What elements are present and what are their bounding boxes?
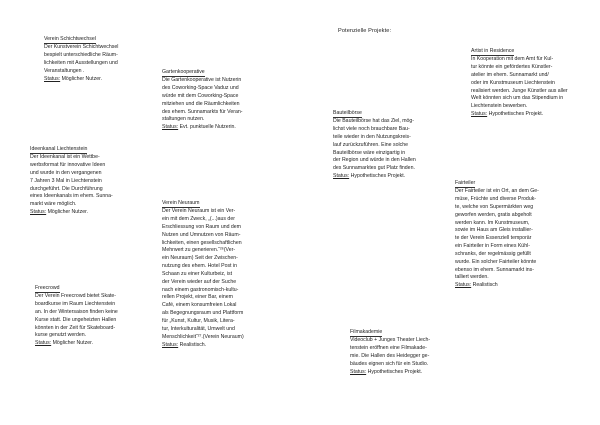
text-line: lauf zurückzuführen. Eine solche [333, 141, 408, 148]
text-line: wurde. Ein solcher Fairteiler könnte [455, 258, 537, 265]
text-line: müse, Früchte und diverse Produk- [455, 196, 537, 203]
status-line [162, 124, 282, 132]
text-line: Veranstaltungen . [44, 67, 85, 74]
status-label: Status: [455, 282, 472, 289]
text-line: In Kooperation mit dem Amt für Kul- [471, 56, 554, 63]
text-line: ebenso im ehem. Sunnamarkt ins- [455, 266, 535, 273]
text-line: Der Fairteiler ist ein Ort, an dem Ge- [455, 188, 539, 195]
text-line: oder im Kunstmuseum Liechtenstein [471, 79, 555, 86]
text-line: Der Kunstverein Schichtwechsel [44, 44, 119, 51]
text-line: realisiert werden. Junge Künstler aus aller [471, 87, 568, 94]
status-line [30, 209, 150, 217]
project-title: Freecrowd [35, 285, 60, 293]
text-line: ein Neuraum) Seit der Zwischen- [162, 255, 238, 262]
status-value: Evt. punktuelle Nutzerin. [178, 124, 236, 131]
text-line: Die Gartenkooperative ist Nutzerin [162, 77, 242, 84]
text-line: und wurde in den vergangenen [30, 169, 102, 176]
text-line: des Sunnamarktes gut Platz finden. [333, 165, 415, 172]
text-line: lichkeiten mit Ausstellungen und [44, 59, 118, 66]
project-ideenkanal [30, 146, 150, 217]
text-line: Erschliessung von Raum und dem [162, 223, 242, 230]
project-verein-schichtwechsel [44, 36, 164, 83]
text-line: Welt könnten sich um das Stipendium in [471, 95, 564, 102]
project-artist-in-residence [471, 48, 591, 119]
project-title: Fairteiler [455, 180, 475, 188]
project-filmakademie [350, 329, 470, 376]
project-title: Artist in Residence [471, 48, 514, 56]
status-line [333, 173, 453, 181]
text-line: lichkeiten, einen gesellschaftlichen [162, 239, 242, 246]
status-value: Hypothetisches Projekt. [487, 111, 544, 118]
text-line: Der Ideenkanal ist ein Wettbe- [30, 154, 100, 161]
text-line: talliert werden. [455, 274, 489, 281]
text-line: tur könnte ein gefördertes Künstler- [471, 64, 553, 71]
text-line: atelier im ehem. Sunnamarkt und/ [471, 71, 549, 78]
text-line: Nutzen und Umnutzen von Räum- [162, 231, 241, 238]
text-line: tenstein eröffnen eine Filmakade- [350, 345, 427, 352]
project-title: Ideenkanal Liechtenstein [30, 146, 87, 154]
status-line [471, 111, 591, 119]
text-line: lichst viele noch brauchbare Bau- [333, 126, 410, 133]
text-line: bäudes eignen sich für ein Studio. [350, 360, 429, 367]
text-line: der Verein wieder auf der Suche [162, 278, 237, 285]
status-value: Hypothetisches Projekt. [349, 173, 406, 180]
text-line: kurse genutzt werden. [35, 332, 87, 339]
status-line [44, 76, 164, 84]
text-line: 7 Jahren 3 Mal in Liechtenstein [30, 177, 102, 184]
text-line: des Coworking-Space Vaduz und [162, 85, 239, 92]
text-line: Der Verein Neuraum ist ein Ver- [162, 208, 236, 215]
project-freecrowd [35, 285, 155, 348]
text-line: Kurse statt. Die ungeheizten Hallen [35, 316, 117, 323]
text-line: staltungen nutzen. [162, 116, 205, 123]
status-line [350, 369, 470, 377]
text-line: Liechtenstein bewerben. [471, 103, 528, 110]
text-line: geworfen werden, gratis abgeholt [455, 211, 532, 218]
text-line: nach einem gastronomisch-kultu- [162, 286, 239, 293]
project-title: Filmakademie [350, 329, 382, 337]
text-line: Bauteilbörse wäre einzigartig in [333, 149, 406, 156]
text-line: als Begegnungsraum und Plattform [162, 310, 244, 317]
status-value: Möglicher Nutzer. [46, 209, 88, 216]
text-line: an. In der Wintersaison finden keine [35, 308, 118, 315]
project-fairteiler [455, 180, 575, 290]
text-line: Die Bauteilbörse hat das Ziel, mög- [333, 118, 415, 125]
text-line: Menschlichkeit“²⁷.(Verein Neuraum) [162, 333, 244, 340]
text-line: rellen Projekt, einer Bar, einem [162, 294, 233, 301]
text-line: ein mit dem Zweck, „(...)aus der [162, 216, 235, 223]
text-line: Der Verein Freecrowd bietet Skate- [35, 293, 117, 300]
text-line: mie. Die Hallen des Heidegger ge- [350, 352, 430, 359]
text-line: sowie im Haus am Gleis installier- [455, 227, 533, 234]
text-line: schranks, der regelmässig gefüllt [455, 250, 531, 257]
status-value: Realistisch [471, 282, 498, 289]
status-line [35, 340, 155, 348]
status-line [455, 282, 575, 290]
text-line: nutzung des ehem. Hotel Post in [162, 263, 237, 270]
text-line: werden kann. Im Kunstmuseum, [455, 219, 530, 226]
text-line: würde mit dem Coworking-Space [162, 92, 239, 99]
project-gartenkooperative [162, 69, 282, 132]
project-title: Verein Neuraum [162, 200, 200, 208]
status-label: Status: [44, 75, 61, 82]
status-label: Status: [162, 341, 179, 348]
status-label: Status: [35, 340, 52, 347]
status-value: Hypothetisches Projekt. [366, 368, 423, 375]
status-value: Realistisch. [178, 341, 207, 348]
text-line: Schaan zu einer Kulturbeiz, ist [162, 270, 233, 277]
status-value: Möglicher Nutzer. [51, 340, 93, 347]
text-line: bespielt unterschiedliche Räum- [44, 52, 118, 59]
text-line: werbsformat für innovative Ideen [30, 162, 106, 169]
text-line: te, welche von Supermärkten weg [455, 203, 534, 210]
section-header: Potenzielle Projekte: [338, 28, 392, 34]
text-line: tur, Interkulturalität, Umwelt und [162, 325, 235, 332]
text-line: mitziehen und die Räumlichkeiten [162, 100, 240, 107]
text-line: des ehem. Sunnamarkts für Veran- [162, 108, 243, 115]
project-title: Gartenkooperative [162, 69, 205, 77]
status-value: Möglicher Nutzer. [60, 75, 102, 82]
status-label: Status: [471, 111, 488, 118]
text-line: eines Ideenkanals im ehem. Sunna- [30, 193, 113, 200]
project-verein-neuraum [162, 200, 287, 349]
status-label: Status: [333, 173, 350, 180]
text-line: für „Kunst, Kultur, Musik, Litera- [162, 318, 235, 325]
text-line: könnten in der Zeit für Skateboard- [35, 324, 116, 331]
text-line: teile wieder in den Nutzungskreis- [333, 133, 411, 140]
status-label: Status: [350, 368, 367, 375]
project-title: Verein Schichtwechsel [44, 36, 96, 44]
project-title: Bauteilbörse [333, 110, 362, 118]
text-line: ein Fairteiler in Form eines Kühl- [455, 243, 530, 250]
text-line: markt wäre möglich. [30, 201, 77, 208]
text-line: te der Verein Essenziell temporär [455, 235, 532, 242]
text-line: durchgeführt. Die Durchführung [30, 185, 103, 192]
text-line: der Region und würde in den Hallen [333, 157, 416, 164]
status-label: Status: [30, 209, 47, 216]
text-line: boardkurse im Raum Liechtenstein [35, 301, 116, 308]
status-label: Status: [162, 124, 179, 131]
project-bauteilboerse [333, 110, 453, 181]
text-line: Mehrwert zu generieren.“²⁶(Ver- [162, 247, 236, 254]
text-line: Café, einem konsumfreien Lokal [162, 302, 237, 309]
text-line: Videoclub + Junges Theater Liech- [350, 337, 431, 344]
status-line [162, 342, 287, 350]
